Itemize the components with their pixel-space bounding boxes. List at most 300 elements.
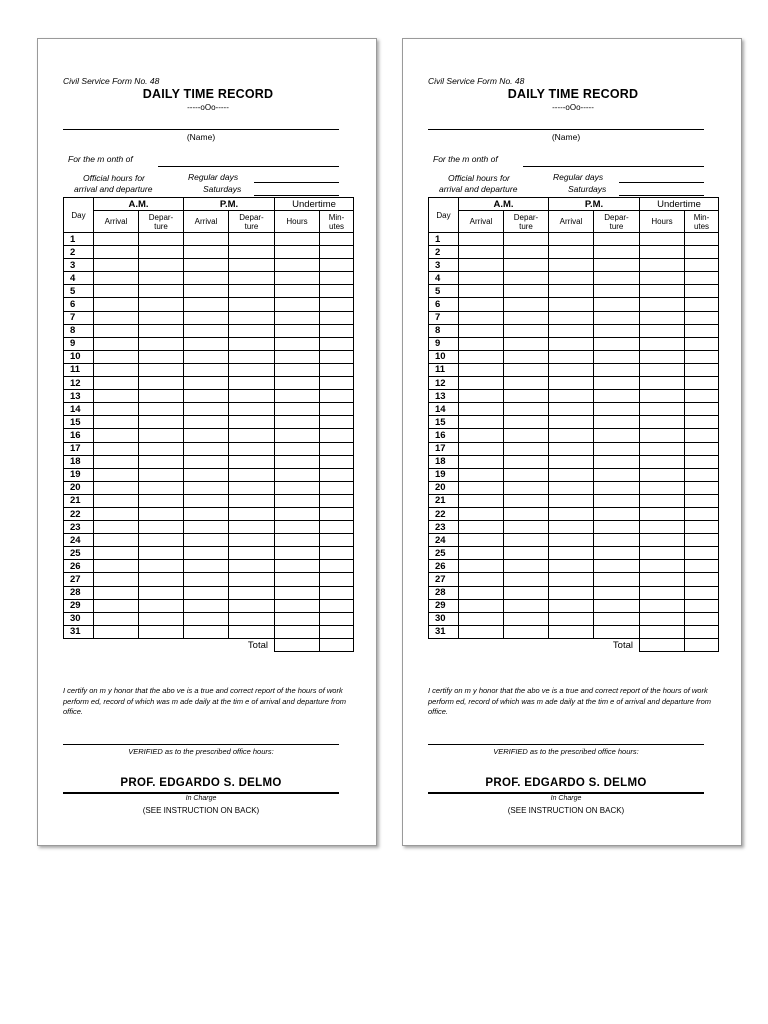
undertime-hours-cell[interactable]: [275, 507, 320, 520]
undertime-hours-cell[interactable]: [275, 311, 320, 324]
pm-departure-cell[interactable]: [229, 560, 275, 573]
am-arrival-cell[interactable]: [94, 573, 139, 586]
pm-arrival-cell[interactable]: [184, 259, 229, 272]
am-arrival-cell[interactable]: [459, 468, 504, 481]
pm-departure-cell[interactable]: [594, 337, 640, 350]
am-departure-cell[interactable]: [504, 337, 549, 350]
am-departure-cell[interactable]: [139, 324, 184, 337]
undertime-minutes-cell[interactable]: [320, 298, 354, 311]
undertime-hours-cell[interactable]: [275, 625, 320, 638]
pm-arrival-cell[interactable]: [184, 311, 229, 324]
undertime-hours-cell[interactable]: [640, 494, 685, 507]
am-departure-cell[interactable]: [139, 377, 184, 390]
undertime-minutes-cell[interactable]: [685, 298, 719, 311]
total-minutes-cell[interactable]: [320, 638, 354, 651]
undertime-hours-cell[interactable]: [640, 363, 685, 376]
pm-arrival-cell[interactable]: [184, 363, 229, 376]
am-arrival-cell[interactable]: [459, 233, 504, 246]
pm-departure-cell[interactable]: [594, 272, 640, 285]
undertime-minutes-cell[interactable]: [685, 442, 719, 455]
regular-days-field-line[interactable]: [619, 182, 704, 183]
employee-signature-line[interactable]: [428, 744, 704, 745]
am-departure-cell[interactable]: [504, 259, 549, 272]
pm-departure-cell[interactable]: [229, 455, 275, 468]
pm-arrival-cell[interactable]: [184, 272, 229, 285]
undertime-minutes-cell[interactable]: [685, 560, 719, 573]
am-departure-cell[interactable]: [504, 599, 549, 612]
pm-arrival-cell[interactable]: [549, 363, 594, 376]
pm-arrival-cell[interactable]: [184, 285, 229, 298]
am-departure-cell[interactable]: [139, 337, 184, 350]
pm-departure-cell[interactable]: [594, 573, 640, 586]
pm-arrival-cell[interactable]: [549, 612, 594, 625]
pm-arrival-cell[interactable]: [184, 468, 229, 481]
undertime-hours-cell[interactable]: [275, 599, 320, 612]
undertime-minutes-cell[interactable]: [320, 272, 354, 285]
am-departure-cell[interactable]: [504, 350, 549, 363]
undertime-hours-cell[interactable]: [275, 233, 320, 246]
undertime-minutes-cell[interactable]: [685, 599, 719, 612]
undertime-hours-cell[interactable]: [640, 612, 685, 625]
am-arrival-cell[interactable]: [459, 573, 504, 586]
undertime-hours-cell[interactable]: [640, 246, 685, 259]
undertime-hours-cell[interactable]: [640, 324, 685, 337]
pm-arrival-cell[interactable]: [549, 481, 594, 494]
pm-arrival-cell[interactable]: [184, 403, 229, 416]
pm-departure-cell[interactable]: [594, 468, 640, 481]
pm-arrival-cell[interactable]: [184, 599, 229, 612]
undertime-minutes-cell[interactable]: [685, 429, 719, 442]
pm-arrival-cell[interactable]: [549, 455, 594, 468]
undertime-hours-cell[interactable]: [640, 311, 685, 324]
undertime-minutes-cell[interactable]: [685, 246, 719, 259]
am-arrival-cell[interactable]: [459, 259, 504, 272]
am-departure-cell[interactable]: [504, 625, 549, 638]
pm-arrival-cell[interactable]: [184, 455, 229, 468]
pm-arrival-cell[interactable]: [549, 534, 594, 547]
am-departure-cell[interactable]: [139, 259, 184, 272]
am-arrival-cell[interactable]: [94, 390, 139, 403]
undertime-minutes-cell[interactable]: [320, 560, 354, 573]
pm-departure-cell[interactable]: [594, 363, 640, 376]
pm-departure-cell[interactable]: [594, 285, 640, 298]
undertime-minutes-cell[interactable]: [685, 233, 719, 246]
pm-departure-cell[interactable]: [229, 573, 275, 586]
undertime-minutes-cell[interactable]: [685, 586, 719, 599]
pm-arrival-cell[interactable]: [549, 560, 594, 573]
pm-departure-cell[interactable]: [594, 625, 640, 638]
am-arrival-cell[interactable]: [459, 416, 504, 429]
pm-departure-cell[interactable]: [229, 285, 275, 298]
am-departure-cell[interactable]: [504, 481, 549, 494]
am-departure-cell[interactable]: [504, 586, 549, 599]
pm-arrival-cell[interactable]: [184, 246, 229, 259]
undertime-minutes-cell[interactable]: [685, 390, 719, 403]
pm-arrival-cell[interactable]: [549, 468, 594, 481]
am-arrival-cell[interactable]: [94, 494, 139, 507]
am-arrival-cell[interactable]: [94, 324, 139, 337]
am-departure-cell[interactable]: [139, 429, 184, 442]
am-departure-cell[interactable]: [139, 350, 184, 363]
undertime-minutes-cell[interactable]: [685, 455, 719, 468]
undertime-hours-cell[interactable]: [275, 285, 320, 298]
am-arrival-cell[interactable]: [94, 403, 139, 416]
pm-departure-cell[interactable]: [229, 625, 275, 638]
am-arrival-cell[interactable]: [94, 233, 139, 246]
undertime-hours-cell[interactable]: [275, 416, 320, 429]
undertime-hours-cell[interactable]: [640, 272, 685, 285]
am-arrival-cell[interactable]: [94, 416, 139, 429]
undertime-hours-cell[interactable]: [640, 377, 685, 390]
am-departure-cell[interactable]: [139, 507, 184, 520]
am-arrival-cell[interactable]: [94, 337, 139, 350]
pm-departure-cell[interactable]: [594, 429, 640, 442]
name-field-line[interactable]: [63, 129, 339, 130]
pm-arrival-cell[interactable]: [549, 298, 594, 311]
pm-arrival-cell[interactable]: [184, 350, 229, 363]
undertime-minutes-cell[interactable]: [320, 350, 354, 363]
am-departure-cell[interactable]: [139, 363, 184, 376]
am-arrival-cell[interactable]: [94, 468, 139, 481]
am-arrival-cell[interactable]: [94, 246, 139, 259]
pm-departure-cell[interactable]: [229, 403, 275, 416]
pm-arrival-cell[interactable]: [184, 337, 229, 350]
pm-departure-cell[interactable]: [229, 350, 275, 363]
am-departure-cell[interactable]: [139, 521, 184, 534]
undertime-hours-cell[interactable]: [640, 233, 685, 246]
pm-departure-cell[interactable]: [229, 246, 275, 259]
pm-departure-cell[interactable]: [229, 233, 275, 246]
undertime-minutes-cell[interactable]: [320, 586, 354, 599]
undertime-hours-cell[interactable]: [640, 586, 685, 599]
undertime-minutes-cell[interactable]: [685, 285, 719, 298]
undertime-hours-cell[interactable]: [640, 337, 685, 350]
pm-departure-cell[interactable]: [594, 521, 640, 534]
am-arrival-cell[interactable]: [459, 285, 504, 298]
undertime-minutes-cell[interactable]: [320, 429, 354, 442]
undertime-hours-cell[interactable]: [275, 573, 320, 586]
am-arrival-cell[interactable]: [459, 455, 504, 468]
pm-arrival-cell[interactable]: [184, 573, 229, 586]
am-arrival-cell[interactable]: [94, 507, 139, 520]
am-arrival-cell[interactable]: [459, 560, 504, 573]
pm-arrival-cell[interactable]: [184, 507, 229, 520]
am-arrival-cell[interactable]: [94, 311, 139, 324]
pm-arrival-cell[interactable]: [549, 285, 594, 298]
am-arrival-cell[interactable]: [459, 377, 504, 390]
am-arrival-cell[interactable]: [94, 612, 139, 625]
pm-departure-cell[interactable]: [229, 521, 275, 534]
am-arrival-cell[interactable]: [459, 337, 504, 350]
undertime-minutes-cell[interactable]: [685, 521, 719, 534]
am-departure-cell[interactable]: [504, 429, 549, 442]
pm-departure-cell[interactable]: [594, 324, 640, 337]
pm-departure-cell[interactable]: [229, 337, 275, 350]
am-arrival-cell[interactable]: [459, 390, 504, 403]
undertime-hours-cell[interactable]: [640, 285, 685, 298]
undertime-minutes-cell[interactable]: [320, 573, 354, 586]
undertime-hours-cell[interactable]: [275, 468, 320, 481]
am-departure-cell[interactable]: [504, 573, 549, 586]
pm-departure-cell[interactable]: [229, 363, 275, 376]
undertime-minutes-cell[interactable]: [320, 494, 354, 507]
am-arrival-cell[interactable]: [459, 481, 504, 494]
undertime-minutes-cell[interactable]: [320, 337, 354, 350]
undertime-hours-cell[interactable]: [275, 272, 320, 285]
am-arrival-cell[interactable]: [459, 547, 504, 560]
pm-arrival-cell[interactable]: [184, 534, 229, 547]
pm-arrival-cell[interactable]: [184, 324, 229, 337]
pm-arrival-cell[interactable]: [184, 625, 229, 638]
am-departure-cell[interactable]: [504, 547, 549, 560]
undertime-minutes-cell[interactable]: [685, 612, 719, 625]
undertime-minutes-cell[interactable]: [685, 416, 719, 429]
pm-arrival-cell[interactable]: [184, 560, 229, 573]
am-departure-cell[interactable]: [504, 324, 549, 337]
undertime-minutes-cell[interactable]: [685, 547, 719, 560]
pm-arrival-cell[interactable]: [184, 377, 229, 390]
am-arrival-cell[interactable]: [94, 285, 139, 298]
pm-departure-cell[interactable]: [229, 547, 275, 560]
am-departure-cell[interactable]: [139, 625, 184, 638]
pm-arrival-cell[interactable]: [549, 442, 594, 455]
undertime-minutes-cell[interactable]: [685, 403, 719, 416]
pm-departure-cell[interactable]: [229, 442, 275, 455]
undertime-minutes-cell[interactable]: [685, 363, 719, 376]
am-departure-cell[interactable]: [139, 481, 184, 494]
am-arrival-cell[interactable]: [459, 586, 504, 599]
pm-departure-cell[interactable]: [594, 233, 640, 246]
undertime-hours-cell[interactable]: [275, 481, 320, 494]
am-arrival-cell[interactable]: [459, 311, 504, 324]
pm-arrival-cell[interactable]: [549, 259, 594, 272]
am-departure-cell[interactable]: [504, 403, 549, 416]
pm-departure-cell[interactable]: [594, 455, 640, 468]
undertime-hours-cell[interactable]: [275, 494, 320, 507]
undertime-minutes-cell[interactable]: [320, 625, 354, 638]
pm-departure-cell[interactable]: [594, 442, 640, 455]
regular-days-field-line[interactable]: [254, 182, 339, 183]
pm-departure-cell[interactable]: [594, 494, 640, 507]
undertime-hours-cell[interactable]: [275, 612, 320, 625]
am-arrival-cell[interactable]: [459, 612, 504, 625]
pm-arrival-cell[interactable]: [184, 429, 229, 442]
pm-arrival-cell[interactable]: [549, 324, 594, 337]
am-arrival-cell[interactable]: [459, 350, 504, 363]
am-departure-cell[interactable]: [504, 507, 549, 520]
undertime-minutes-cell[interactable]: [685, 481, 719, 494]
am-arrival-cell[interactable]: [94, 442, 139, 455]
pm-departure-cell[interactable]: [594, 547, 640, 560]
pm-departure-cell[interactable]: [229, 494, 275, 507]
undertime-hours-cell[interactable]: [640, 560, 685, 573]
pm-arrival-cell[interactable]: [549, 416, 594, 429]
pm-departure-cell[interactable]: [229, 586, 275, 599]
pm-arrival-cell[interactable]: [184, 547, 229, 560]
undertime-hours-cell[interactable]: [640, 507, 685, 520]
undertime-hours-cell[interactable]: [640, 416, 685, 429]
am-arrival-cell[interactable]: [94, 599, 139, 612]
undertime-minutes-cell[interactable]: [320, 455, 354, 468]
pm-arrival-cell[interactable]: [184, 442, 229, 455]
am-departure-cell[interactable]: [504, 534, 549, 547]
am-departure-cell[interactable]: [139, 599, 184, 612]
undertime-hours-cell[interactable]: [640, 390, 685, 403]
pm-arrival-cell[interactable]: [549, 403, 594, 416]
am-departure-cell[interactable]: [139, 442, 184, 455]
pm-departure-cell[interactable]: [594, 586, 640, 599]
pm-arrival-cell[interactable]: [549, 350, 594, 363]
am-departure-cell[interactable]: [504, 521, 549, 534]
pm-departure-cell[interactable]: [594, 612, 640, 625]
undertime-hours-cell[interactable]: [640, 468, 685, 481]
am-arrival-cell[interactable]: [459, 298, 504, 311]
pm-arrival-cell[interactable]: [549, 429, 594, 442]
am-arrival-cell[interactable]: [94, 547, 139, 560]
am-arrival-cell[interactable]: [459, 324, 504, 337]
pm-arrival-cell[interactable]: [549, 233, 594, 246]
am-arrival-cell[interactable]: [459, 246, 504, 259]
am-arrival-cell[interactable]: [94, 363, 139, 376]
pm-departure-cell[interactable]: [229, 272, 275, 285]
undertime-hours-cell[interactable]: [275, 324, 320, 337]
undertime-minutes-cell[interactable]: [320, 259, 354, 272]
pm-departure-cell[interactable]: [229, 534, 275, 547]
am-departure-cell[interactable]: [504, 298, 549, 311]
undertime-minutes-cell[interactable]: [685, 337, 719, 350]
pm-arrival-cell[interactable]: [184, 390, 229, 403]
am-arrival-cell[interactable]: [459, 494, 504, 507]
pm-departure-cell[interactable]: [229, 612, 275, 625]
am-arrival-cell[interactable]: [459, 507, 504, 520]
pm-departure-cell[interactable]: [594, 599, 640, 612]
name-field-line[interactable]: [428, 129, 704, 130]
am-arrival-cell[interactable]: [94, 481, 139, 494]
pm-arrival-cell[interactable]: [549, 599, 594, 612]
undertime-minutes-cell[interactable]: [685, 625, 719, 638]
am-departure-cell[interactable]: [139, 233, 184, 246]
pm-departure-cell[interactable]: [594, 246, 640, 259]
undertime-hours-cell[interactable]: [275, 390, 320, 403]
am-departure-cell[interactable]: [504, 311, 549, 324]
am-arrival-cell[interactable]: [94, 586, 139, 599]
am-departure-cell[interactable]: [139, 612, 184, 625]
am-arrival-cell[interactable]: [94, 298, 139, 311]
am-arrival-cell[interactable]: [94, 377, 139, 390]
undertime-minutes-cell[interactable]: [320, 285, 354, 298]
undertime-minutes-cell[interactable]: [320, 246, 354, 259]
am-departure-cell[interactable]: [504, 363, 549, 376]
undertime-minutes-cell[interactable]: [685, 259, 719, 272]
pm-arrival-cell[interactable]: [184, 416, 229, 429]
undertime-hours-cell[interactable]: [640, 547, 685, 560]
am-departure-cell[interactable]: [139, 246, 184, 259]
pm-departure-cell[interactable]: [594, 350, 640, 363]
undertime-hours-cell[interactable]: [275, 403, 320, 416]
undertime-minutes-cell[interactable]: [320, 416, 354, 429]
pm-arrival-cell[interactable]: [549, 507, 594, 520]
undertime-hours-cell[interactable]: [275, 534, 320, 547]
am-arrival-cell[interactable]: [94, 259, 139, 272]
pm-arrival-cell[interactable]: [184, 521, 229, 534]
undertime-hours-cell[interactable]: [640, 403, 685, 416]
am-departure-cell[interactable]: [139, 416, 184, 429]
pm-arrival-cell[interactable]: [184, 298, 229, 311]
am-departure-cell[interactable]: [139, 586, 184, 599]
am-arrival-cell[interactable]: [94, 455, 139, 468]
undertime-hours-cell[interactable]: [275, 363, 320, 376]
undertime-minutes-cell[interactable]: [320, 599, 354, 612]
undertime-hours-cell[interactable]: [275, 377, 320, 390]
pm-departure-cell[interactable]: [229, 298, 275, 311]
pm-departure-cell[interactable]: [594, 416, 640, 429]
pm-arrival-cell[interactable]: [549, 625, 594, 638]
am-departure-cell[interactable]: [139, 560, 184, 573]
pm-arrival-cell[interactable]: [549, 547, 594, 560]
undertime-hours-cell[interactable]: [275, 246, 320, 259]
am-arrival-cell[interactable]: [459, 429, 504, 442]
am-departure-cell[interactable]: [504, 377, 549, 390]
am-departure-cell[interactable]: [139, 390, 184, 403]
am-departure-cell[interactable]: [504, 468, 549, 481]
undertime-minutes-cell[interactable]: [320, 324, 354, 337]
pm-departure-cell[interactable]: [594, 507, 640, 520]
saturdays-field-line[interactable]: [254, 195, 339, 196]
am-departure-cell[interactable]: [139, 547, 184, 560]
total-hours-cell[interactable]: [275, 638, 320, 651]
undertime-hours-cell[interactable]: [640, 573, 685, 586]
undertime-minutes-cell[interactable]: [685, 324, 719, 337]
undertime-hours-cell[interactable]: [275, 337, 320, 350]
pm-arrival-cell[interactable]: [549, 377, 594, 390]
pm-arrival-cell[interactable]: [549, 521, 594, 534]
undertime-hours-cell[interactable]: [275, 455, 320, 468]
undertime-hours-cell[interactable]: [640, 625, 685, 638]
pm-departure-cell[interactable]: [594, 403, 640, 416]
undertime-minutes-cell[interactable]: [320, 612, 354, 625]
undertime-hours-cell[interactable]: [275, 586, 320, 599]
pm-departure-cell[interactable]: [229, 390, 275, 403]
am-departure-cell[interactable]: [139, 494, 184, 507]
pm-departure-cell[interactable]: [229, 416, 275, 429]
undertime-minutes-cell[interactable]: [685, 272, 719, 285]
pm-arrival-cell[interactable]: [549, 586, 594, 599]
pm-departure-cell[interactable]: [594, 377, 640, 390]
am-arrival-cell[interactable]: [94, 534, 139, 547]
pm-departure-cell[interactable]: [594, 534, 640, 547]
undertime-minutes-cell[interactable]: [320, 403, 354, 416]
am-departure-cell[interactable]: [504, 246, 549, 259]
undertime-hours-cell[interactable]: [640, 442, 685, 455]
pm-departure-cell[interactable]: [229, 481, 275, 494]
undertime-hours-cell[interactable]: [640, 298, 685, 311]
pm-departure-cell[interactable]: [229, 377, 275, 390]
undertime-minutes-cell[interactable]: [685, 468, 719, 481]
undertime-hours-cell[interactable]: [640, 521, 685, 534]
undertime-minutes-cell[interactable]: [685, 507, 719, 520]
am-departure-cell[interactable]: [504, 285, 549, 298]
saturdays-field-line[interactable]: [619, 195, 704, 196]
undertime-minutes-cell[interactable]: [320, 468, 354, 481]
am-arrival-cell[interactable]: [94, 272, 139, 285]
am-departure-cell[interactable]: [504, 390, 549, 403]
am-departure-cell[interactable]: [139, 455, 184, 468]
undertime-minutes-cell[interactable]: [320, 390, 354, 403]
pm-departure-cell[interactable]: [229, 599, 275, 612]
am-departure-cell[interactable]: [504, 494, 549, 507]
pm-departure-cell[interactable]: [594, 560, 640, 573]
undertime-minutes-cell[interactable]: [320, 363, 354, 376]
